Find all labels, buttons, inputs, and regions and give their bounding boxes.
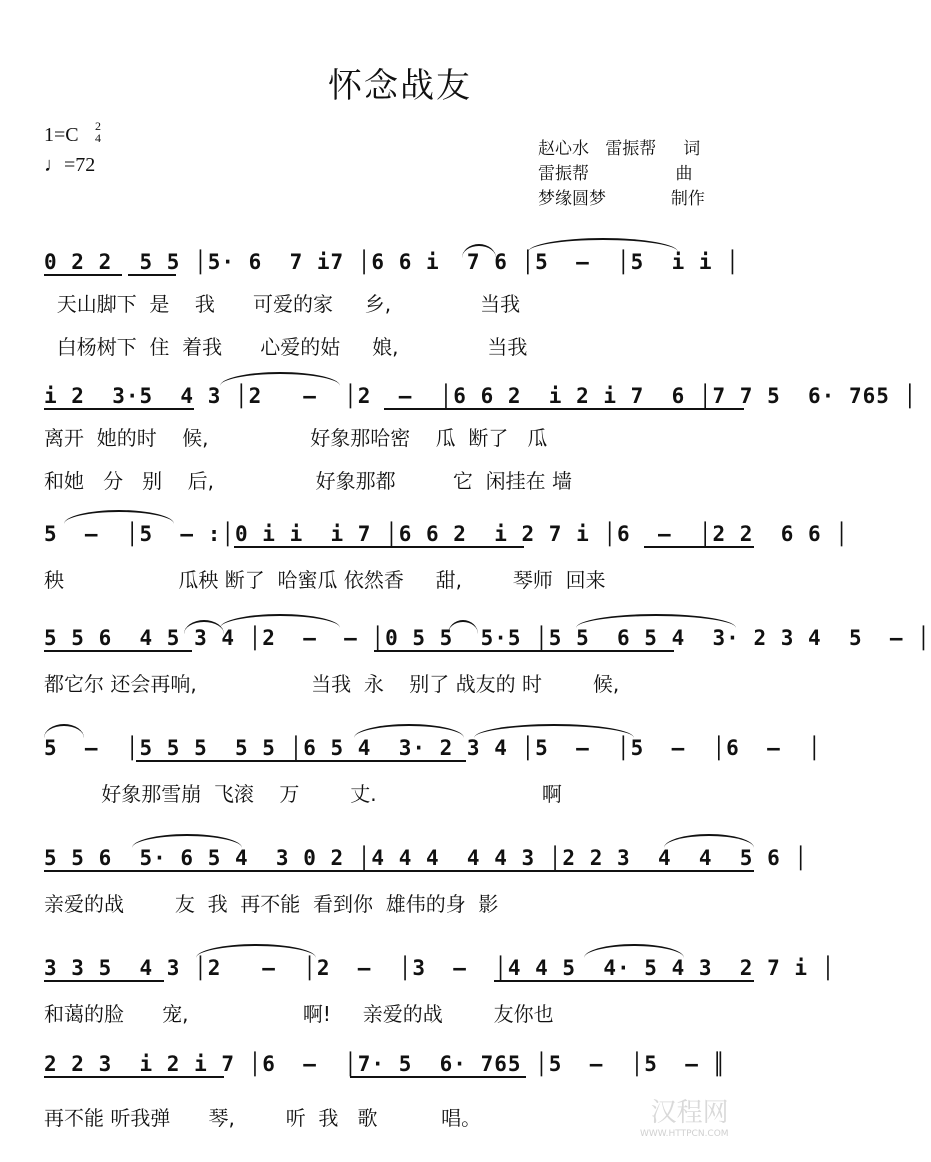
lyric-verse-1: 都它尔 还会再响, 当我 永 别了 战友的 时 候, [44,672,620,696]
lyric-verse-1: 亲爱的战 友 我 再不能 看到你 雄伟的身 影 [44,892,499,916]
lyric-verse-1: 好象那雪崩 飞滚 万 丈. 啊 [44,782,562,806]
credits-block [538,134,705,209]
underline [350,1076,526,1078]
slur [184,620,224,634]
lyric-verse-1: 秧 瓜秧 断了 哈蜜瓜 依然香 甜, 琴师 回来 [44,568,606,592]
slur [220,372,340,386]
slur [196,944,316,958]
lyric-verse-1: 再不能 听我弹 琴, 听 我 歌 唱。 [44,1106,482,1130]
underline [44,1076,224,1078]
lyric-verse-1: 和蔼的脸 宠, 啊! 亲爱的战 友你也 [44,1002,554,1026]
slur [584,944,684,958]
slur [528,238,678,252]
key-label: 1=C [44,124,79,146]
slur [64,510,174,524]
lyric-verse-2: 白杨树下 住 着我 心爱的姑 娘, 当我 [44,335,528,359]
notation-line: 5 5 6 5· 6 5 4 3 0 2 │4 4 4 4 4 3 │2 2 3 4 4 5 6 │ [44,846,809,870]
underline [44,980,164,982]
slur [448,620,478,634]
score-system-3 [44,522,849,592]
slur [576,614,736,628]
score-system-4 [44,626,931,696]
score-system-6 [44,846,809,916]
slur [664,834,754,848]
underline [136,760,466,762]
underline [128,274,176,276]
watermark [640,1092,729,1139]
watermark-logo: 汉程网 [650,1098,729,1128]
lyric-verse-2: 和她 分 别 后, 好象那都 它 闲挂在 墙 [44,469,572,493]
underline [44,650,192,652]
time-sig-bottom: 4 [95,131,101,145]
score-system-1 [44,250,764,359]
key-signature [44,124,79,147]
underline [234,546,524,548]
slur [132,834,242,848]
notation-line: 2 2 3 i 2 i 7 │6 – │7· 5 6· 765 │5 – │5 – ║ [44,1052,727,1076]
credit-producer: 梦缘圆梦 制作 [538,189,705,209]
underline [494,980,754,982]
slur [474,724,634,738]
underline [44,408,194,410]
watermark-url: WWW.HTTPCN.COM [640,1129,729,1139]
score-system-7 [44,956,836,1026]
slur [462,244,496,258]
credit-composer: 雷振帮 曲 [538,164,693,184]
score-system-5 [44,736,822,806]
slur [220,614,340,628]
slur [44,724,84,738]
underline [374,650,674,652]
score-system-2 [44,384,918,493]
notation-line: i 2 3·5 4 3 │2 – │2 – │6 6 2 i 2 i 7 6 │7 7 5 6· 765 │ [44,384,918,408]
underline [644,546,754,548]
credit-lyricist: 赵心水 雷振帮 词 [538,139,701,159]
underline [44,870,754,872]
lyric-verse-1: 天山脚下 是 我 可爱的家 乡, 当我 [44,292,521,316]
notation-line: 3 3 5 4 3 │2 – │2 – │3 – │4 4 5 4· 5 4 3 2 7 i │ [44,956,836,980]
song-title: 怀念战友 [328,66,472,106]
lyric-verse-1: 离开 她的时 候, 好象那哈密 瓜 断了 瓜 [44,426,548,450]
notation-line: 5 – │5 5 5 5 5 │6 5 4 3· 2 3 4 │5 – │5 – │6 – │ [44,736,822,760]
tempo-marking: ♩=72 [44,154,96,176]
underline [384,408,744,410]
notation-line: 0 2 2 5 5 │5· 6 7 i7 │6 6 i 7 6 │5 – │5 i i │ [44,250,740,274]
time-sig-top: 2 [95,119,101,133]
notation-line: 5 5 6 4 5 3 4 │2 – – │0 5 5 5·5 │5 5 6 5 4 3· 2 3 4 5 – │ [44,626,931,650]
time-signature [95,120,101,144]
underline [44,274,122,276]
notation-line: 5 – │5 – :│0 i i i 7 │6 6 2 i 2 7 i │6 – │2 2 6 6 │ [44,522,849,546]
slur [354,724,464,738]
